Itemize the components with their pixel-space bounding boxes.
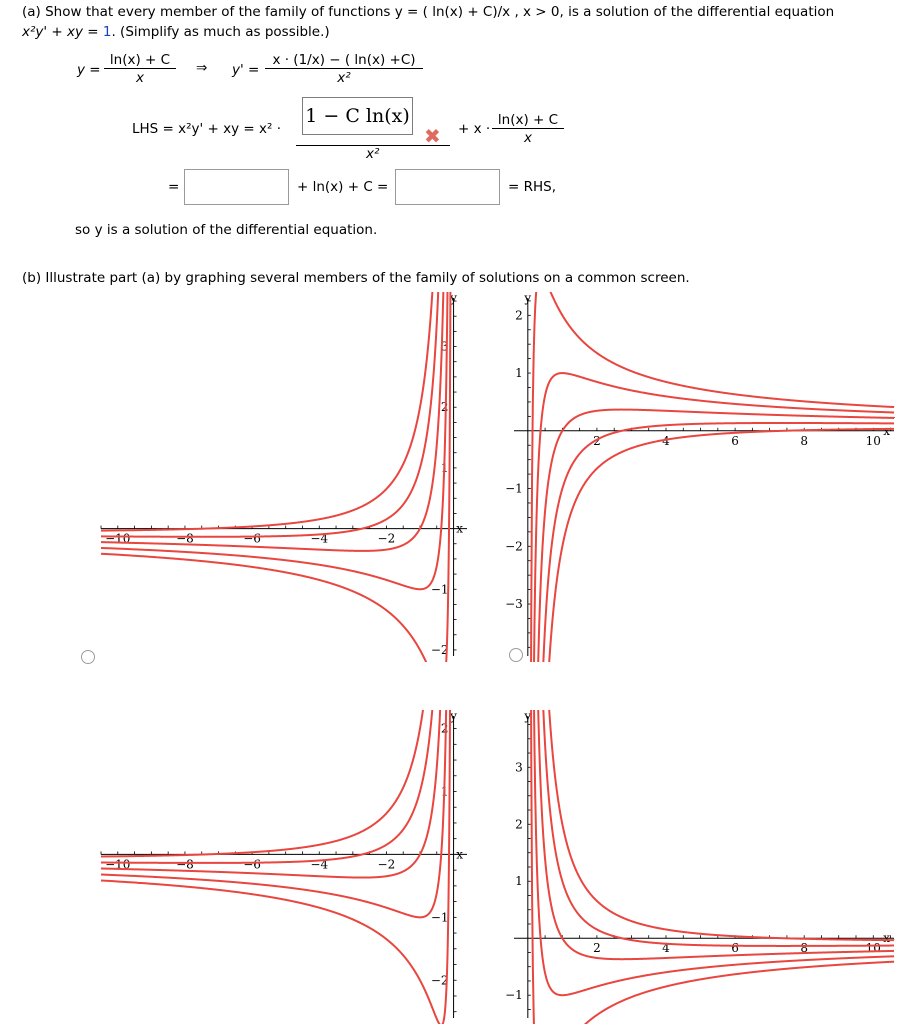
x-tick-label: −6 <box>243 531 261 546</box>
y-axis-label: y <box>450 709 457 723</box>
second-fraction <box>492 112 564 146</box>
x-tick-label: 2 <box>593 433 601 448</box>
equals-sign: = <box>168 179 180 195</box>
y-tick-label: 1 <box>440 784 449 799</box>
x-tick-label: −10 <box>105 531 131 546</box>
y-axis-label: y <box>524 709 532 723</box>
y-tick-label: −2 <box>430 642 449 657</box>
y-tick-label: −1 <box>505 481 523 496</box>
y-tick-label: 1 <box>515 366 523 381</box>
y-tick-label: 2 <box>515 817 523 832</box>
radio-option-2[interactable] <box>509 648 523 662</box>
y-tick-label: −1 <box>505 988 523 1003</box>
part-b-prompt: (b) Illustrate part (a) by graphing several members of the family of solutions on a common screen. <box>22 270 690 286</box>
x-axis-label: x <box>456 521 463 536</box>
lhs-denominator: x² <box>366 146 380 162</box>
y-tick-label: 3 <box>515 760 523 775</box>
graph-option-1 <box>95 292 473 662</box>
y-prime-fraction <box>265 52 423 86</box>
x-tick-label: 8 <box>800 941 809 956</box>
y-tick-label: −1 <box>430 582 449 597</box>
incorrect-mark-icon: ✖ <box>424 124 441 148</box>
y-tick-label: −2 <box>430 973 449 988</box>
x-tick-label: 4 <box>662 941 670 956</box>
y-tick-label: 1 <box>515 874 523 889</box>
x-tick-label: 8 <box>800 433 809 448</box>
y-tick-label: 3 <box>440 339 449 354</box>
middle-text: + ln(x) + C = <box>297 179 389 195</box>
x-axis-label: x <box>883 931 890 946</box>
x-tick-label: −10 <box>105 857 131 872</box>
lhs-expression: LHS = x²y' + xy = x² · <box>132 121 281 137</box>
x-tick-label: −6 <box>243 857 261 872</box>
y-tick-label: 2 <box>515 308 523 323</box>
y-numerator: ln(x) + C <box>104 52 176 69</box>
conclusion-text: so y is a solution of the differential equation. <box>75 222 378 238</box>
x-axis-label: x <box>883 423 890 438</box>
x-tick-label: 10 <box>865 941 881 956</box>
plus-x: + x · <box>458 121 491 137</box>
second-denominator: x <box>524 130 532 146</box>
y-prime-label: y' = <box>232 62 260 78</box>
x-tick-label: 6 <box>731 433 739 448</box>
y-tick-label: −3 <box>505 597 523 612</box>
y-prime-denominator: x² <box>337 70 351 86</box>
part-a-prompt-line2 <box>22 24 330 40</box>
y-tick-label: 1 <box>440 460 449 475</box>
graph-option-4 <box>505 709 900 1024</box>
x-tick-label: −4 <box>310 857 329 872</box>
x-tick-label: 6 <box>731 941 739 956</box>
curve-c-1 <box>101 0 453 589</box>
x-tick-label: 4 <box>662 433 670 448</box>
lhs-numerator-answer-box[interactable]: 1 − C ln(x) <box>302 97 413 135</box>
equation-lhs: x²y' + xy = <box>22 24 103 40</box>
graph-option-3 <box>95 710 473 1024</box>
answer-input-1[interactable] <box>184 169 289 205</box>
x-tick-label: −8 <box>176 531 194 546</box>
part-a-prompt-line1: (a) Show that every member of the family of functions y = ( ln(x) + C)/x , x > 0, is a solution of the differential equation <box>22 4 835 20</box>
y-fraction <box>104 52 176 86</box>
simplify-note: . (Simplify as much as possible.) <box>111 24 330 40</box>
y-tick-label: −1 <box>430 910 449 925</box>
equation-rhs-value: 1 <box>102 24 112 40</box>
y-tick-label: −2 <box>505 539 523 554</box>
second-numerator: ln(x) + C <box>492 112 564 129</box>
y-denominator: x <box>136 70 144 86</box>
graph-option-2 <box>505 291 900 662</box>
x-tick-label: −4 <box>310 531 329 546</box>
rhs-text: = RHS, <box>508 179 556 195</box>
y-label: y = <box>77 62 101 78</box>
x-tick-label: −8 <box>176 857 194 872</box>
y-prime-numerator: x · (1/x) − ( ln(x) +C) <box>265 52 423 69</box>
radio-option-1[interactable] <box>81 650 95 664</box>
implies-arrow: ⇒ <box>196 60 208 76</box>
x-tick-label: −2 <box>377 531 396 546</box>
answer-input-2[interactable] <box>395 169 500 205</box>
x-tick-label: −2 <box>377 857 396 872</box>
x-tick-label: 10 <box>865 433 881 448</box>
x-tick-label: 2 <box>593 941 601 956</box>
x-axis-label: x <box>456 847 463 862</box>
y-tick-label: 2 <box>440 721 449 736</box>
y-axis-label: y <box>524 291 532 305</box>
y-tick-label: 2 <box>440 400 449 415</box>
y-axis-label: y <box>450 291 457 305</box>
